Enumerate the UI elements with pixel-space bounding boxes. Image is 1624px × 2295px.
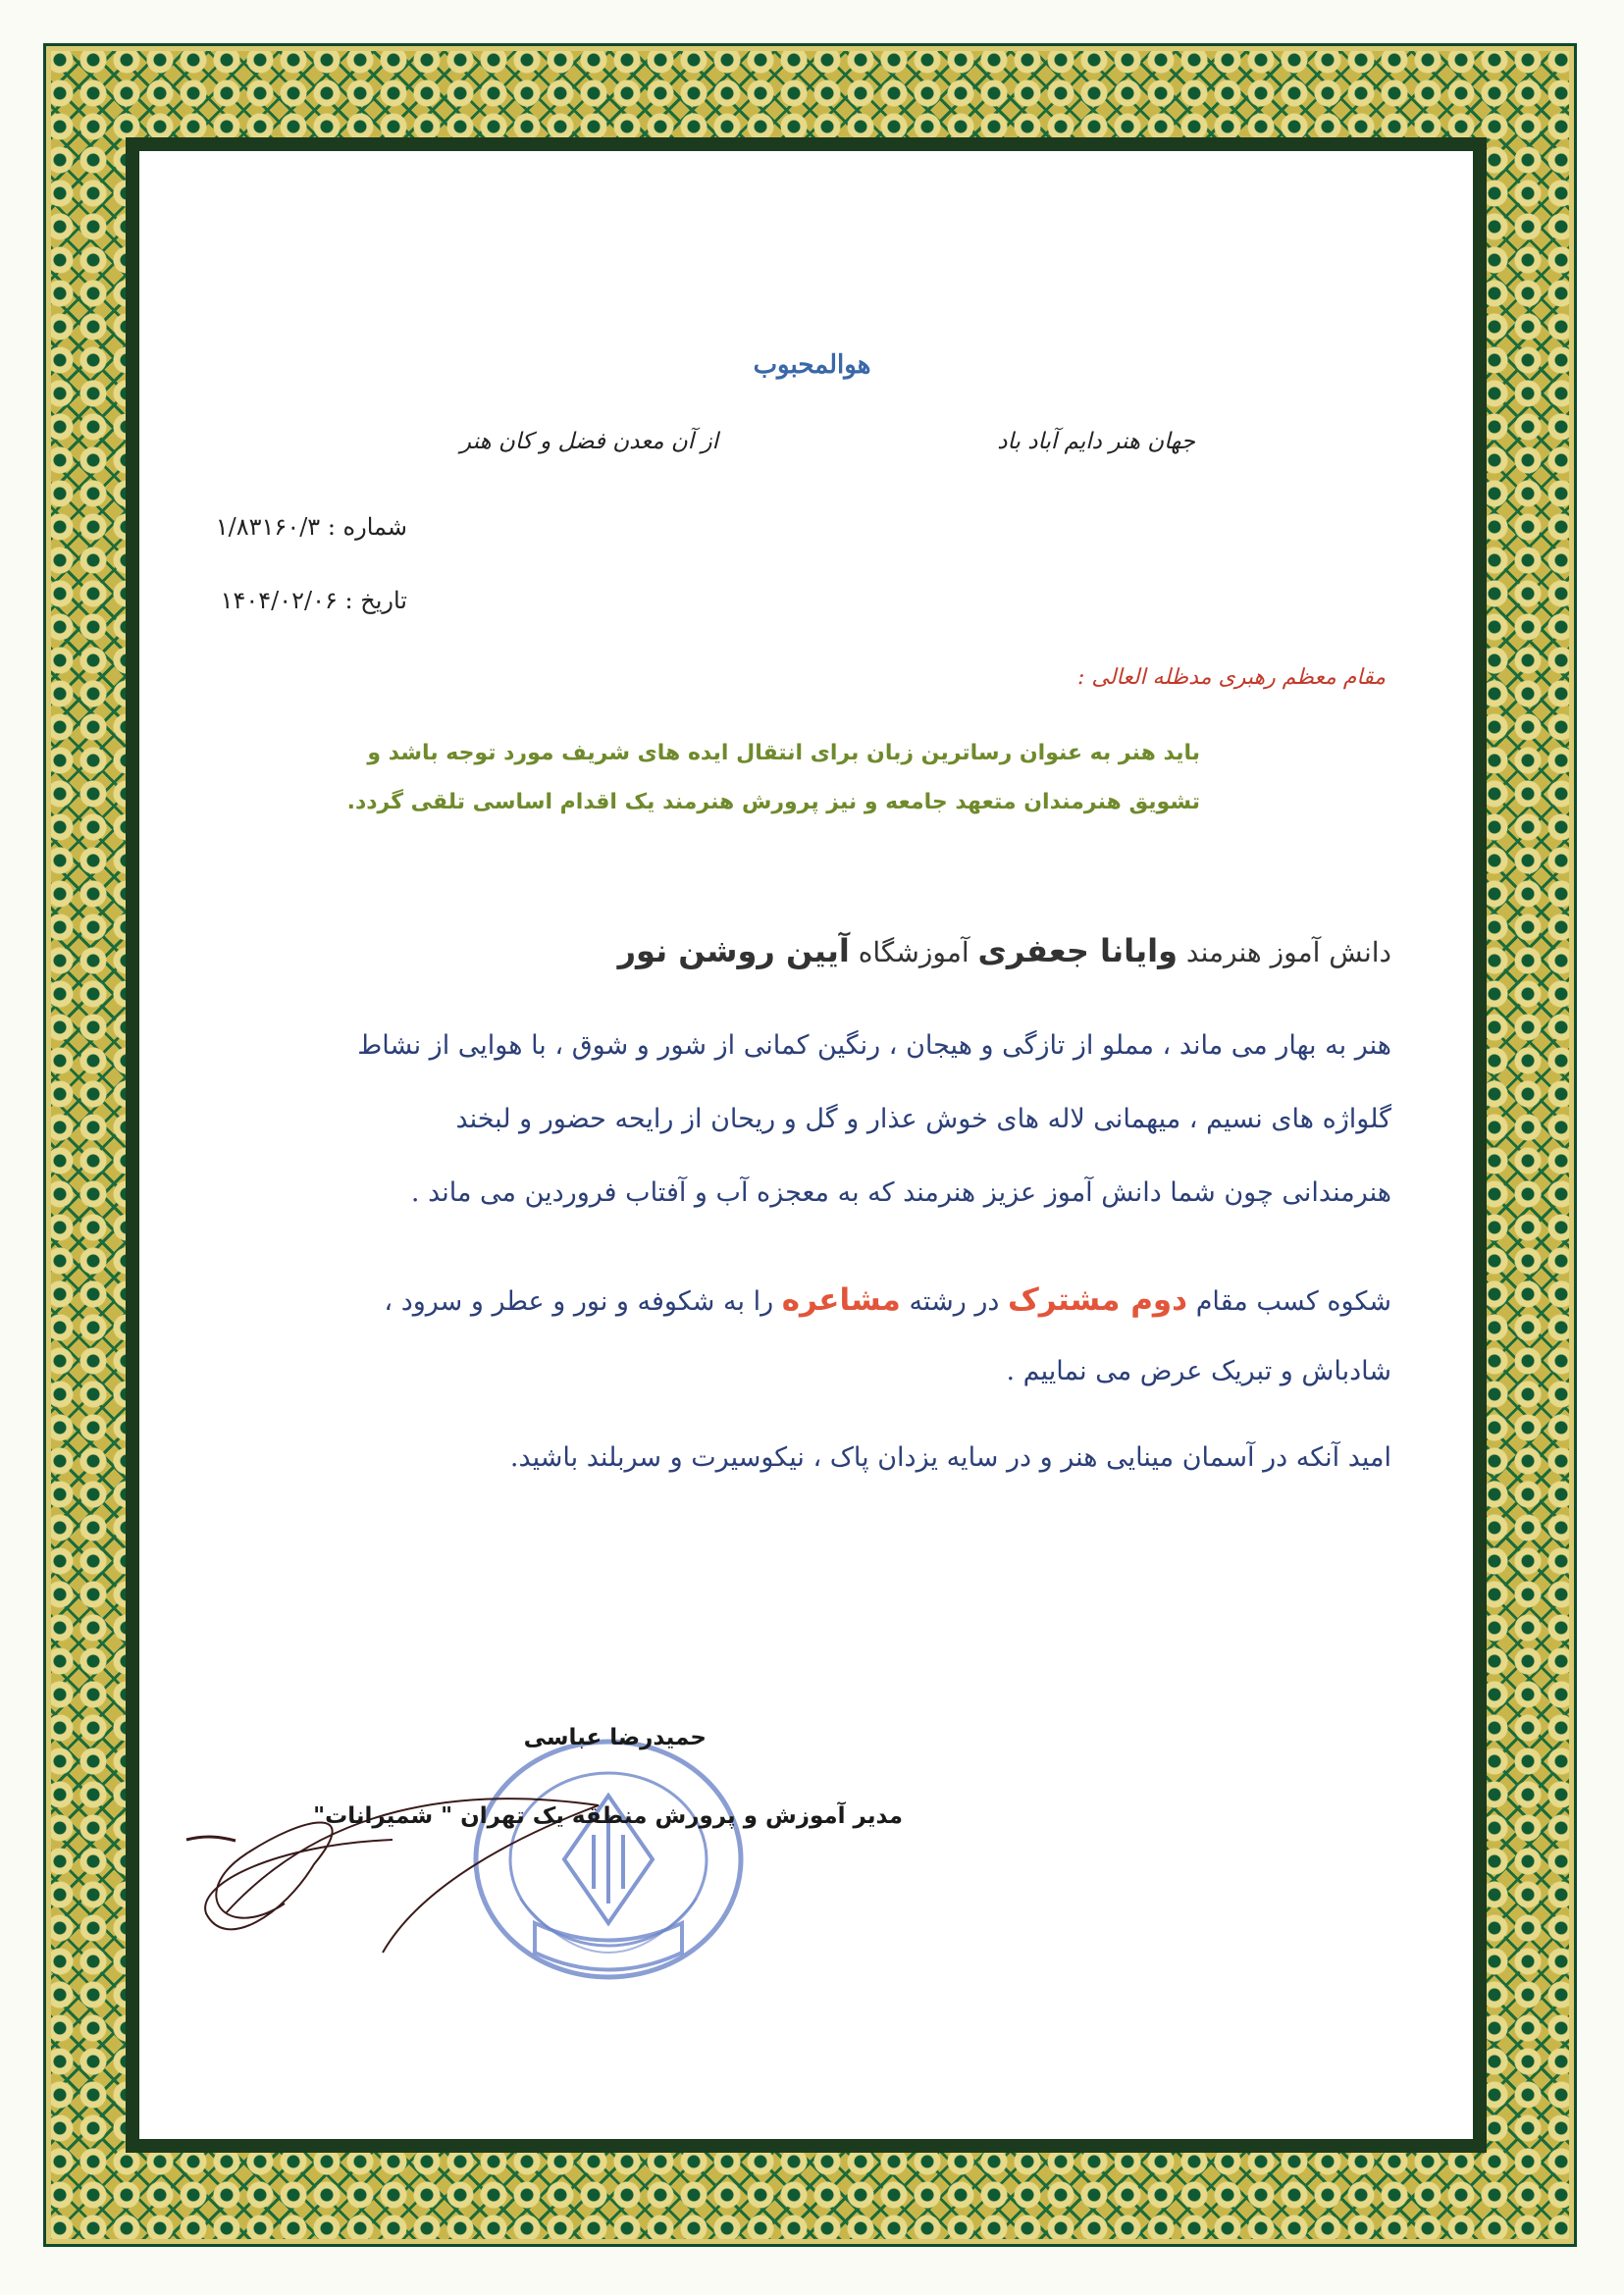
- award-prefix: شکوه کسب مقام: [1195, 1286, 1391, 1317]
- quote-title: مقام معظم رهبری مدظله العالی :: [1076, 665, 1386, 690]
- body-line-3: هنرمندانی چون شما دانش آموز عزیز هنرمند که به معجزه آب و آفتاب فروردین می ماند .: [410, 1177, 1391, 1208]
- award-line: [384, 1282, 1391, 1318]
- signatory-name: حمیدرضا عباسی: [523, 1725, 707, 1750]
- poem-left-hemistich: از آن معدن فضل و کان هنر: [459, 429, 718, 454]
- body-line-2: گلواژه های نسیم ، میهمانی لاله های خوش عذار و گل و ریحان از رایحه حضور و لبخند: [455, 1104, 1391, 1134]
- poem-right-hemistich: جهان هنر دایم آباد باد: [997, 429, 1195, 454]
- body-line-1: هنر به بهار می ماند ، مملو از تازگی و هیجان ، رنگین کمانی از شور و شوق ، با هوایی از نشاط: [357, 1030, 1391, 1061]
- quote-line-1: باید هنر به عنوان رساترین زبان برای انتقال ایده های شریف مورد توجه باشد و: [367, 741, 1200, 765]
- school-name: آیین روشن نور: [617, 932, 850, 969]
- letter-date: تاریخ : ۱۴۰۴/۰۲/۰۶: [220, 587, 407, 614]
- heading: هوالمحبوب: [753, 350, 871, 380]
- quote-line-2: تشویق هنرمندان متعهد جامعه و نیز پرورش هنرمند یک اقدام اساسی تلقی گردد.: [346, 790, 1200, 814]
- award-field: مشاعره: [781, 1282, 901, 1318]
- handwritten-signature: [167, 1747, 657, 1962]
- award-rank: دوم مشترک: [1007, 1282, 1188, 1318]
- body-line-5: شادباش و تبریک عرض می نماییم .: [1006, 1356, 1391, 1386]
- student-line: [618, 932, 1391, 969]
- student-prefix: دانش آموز هنرمند: [1185, 936, 1391, 968]
- field-prefix: در رشته: [909, 1286, 1000, 1317]
- body-line-6: امید آنکه در آسمان مینایی هنر و در سایه یزدان پاک ، نیکوسیرت و سربلند باشید.: [509, 1442, 1391, 1473]
- school-prefix: آموزشگاه: [858, 936, 969, 968]
- letter-number: شماره : ۱/۸۳۱۶۰/۳: [215, 513, 407, 541]
- student-name: وایانا جعفری: [977, 932, 1178, 969]
- signatory-title: مدیر آموزش و پرورش منطقه یک تهران " شمیرانات": [313, 1803, 903, 1829]
- award-suffix: را به شکوفه و نور و عطر و سرود ،: [384, 1286, 774, 1317]
